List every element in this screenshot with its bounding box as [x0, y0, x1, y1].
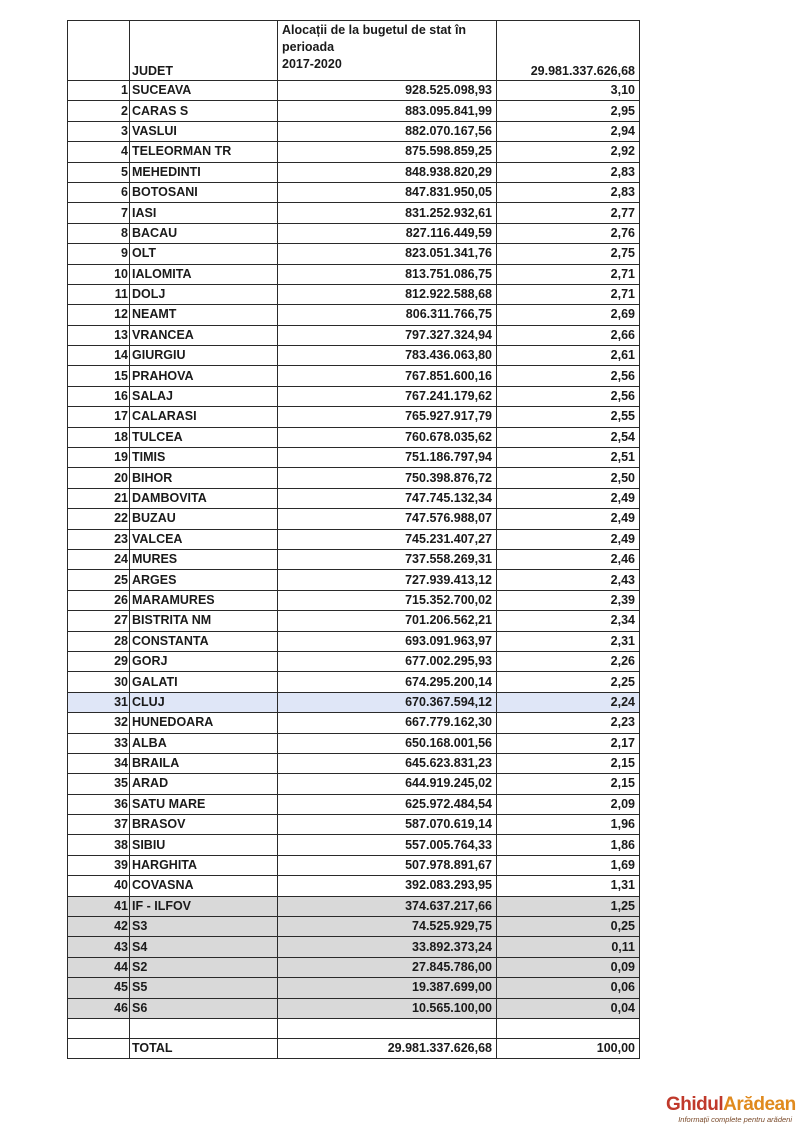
row-county: HARGHITA	[130, 855, 278, 875]
row-percent: 1,96	[497, 815, 640, 835]
header-alloc-line3: 2017-2020	[282, 57, 342, 71]
row-allocation: 875.598.859,25	[278, 142, 497, 162]
row-county: BACAU	[130, 223, 278, 243]
row-index: 18	[68, 427, 130, 447]
row-percent: 2,43	[497, 570, 640, 590]
row-percent: 2,50	[497, 468, 640, 488]
row-county: DOLJ	[130, 284, 278, 304]
table-row	[68, 549, 640, 569]
row-percent: 2,51	[497, 448, 640, 468]
row-index: 41	[68, 896, 130, 916]
row-index: 17	[68, 407, 130, 427]
row-percent: 1,31	[497, 876, 640, 896]
row-index: 26	[68, 590, 130, 610]
row-percent: 2,56	[497, 386, 640, 406]
row-allocation: 737.558.269,31	[278, 549, 497, 569]
row-index: 37	[68, 815, 130, 835]
row-percent: 2,39	[497, 590, 640, 610]
logo-tagline: Informații complete pentru arădeni	[678, 1115, 792, 1124]
row-index: 14	[68, 346, 130, 366]
table-row	[68, 305, 640, 325]
row-allocation: 806.311.766,75	[278, 305, 497, 325]
table-row	[68, 284, 640, 304]
table-row	[68, 366, 640, 386]
row-index: 5	[68, 162, 130, 182]
row-index: 29	[68, 651, 130, 671]
table-row	[68, 264, 640, 284]
table-row	[68, 182, 640, 202]
row-index: 31	[68, 692, 130, 712]
row-allocation: 848.938.820,29	[278, 162, 497, 182]
row-index: 33	[68, 733, 130, 753]
logo-brand	[666, 1094, 796, 1115]
row-allocation: 644.919.245,02	[278, 774, 497, 794]
row-index: 1	[68, 81, 130, 101]
row-county: GORJ	[130, 651, 278, 671]
table-row	[68, 957, 640, 977]
row-county: S4	[130, 937, 278, 957]
row-index: 3	[68, 121, 130, 141]
row-percent: 2,77	[497, 203, 640, 223]
row-allocation: 392.083.293,95	[278, 876, 497, 896]
row-county: BOTOSANI	[130, 182, 278, 202]
row-allocation: 507.978.891,67	[278, 855, 497, 875]
row-allocation: 650.168.001,56	[278, 733, 497, 753]
row-percent: 2,34	[497, 611, 640, 631]
row-county: CONSTANTA	[130, 631, 278, 651]
row-index: 15	[68, 366, 130, 386]
table-row	[68, 672, 640, 692]
table-row	[68, 611, 640, 631]
row-index: 9	[68, 244, 130, 264]
header-index-cell	[68, 21, 130, 81]
row-percent: 2,92	[497, 142, 640, 162]
table-row	[68, 896, 640, 916]
logo-brand-part1: Ghidul	[666, 1094, 724, 1115]
table-row	[68, 794, 640, 814]
row-county: BRAILA	[130, 753, 278, 773]
row-county: ARGES	[130, 570, 278, 590]
row-county: COVASNA	[130, 876, 278, 896]
row-percent: 2,17	[497, 733, 640, 753]
table-row	[68, 570, 640, 590]
row-allocation: 883.095.841,99	[278, 101, 497, 121]
row-county: S5	[130, 978, 278, 998]
row-county: HUNEDOARA	[130, 713, 278, 733]
row-percent: 2,69	[497, 305, 640, 325]
row-county: ALBA	[130, 733, 278, 753]
row-index: 13	[68, 325, 130, 345]
row-percent: 2,54	[497, 427, 640, 447]
ghidul-aradean-logo	[666, 1094, 796, 1124]
row-county: VRANCEA	[130, 325, 278, 345]
row-index: 27	[68, 611, 130, 631]
row-allocation: 674.295.200,14	[278, 672, 497, 692]
row-allocation: 751.186.797,94	[278, 448, 497, 468]
row-percent: 0,06	[497, 978, 640, 998]
row-allocation: 19.387.699,00	[278, 978, 497, 998]
table-row	[68, 937, 640, 957]
row-county: VALCEA	[130, 529, 278, 549]
row-percent: 2,49	[497, 488, 640, 508]
row-allocation: 767.851.600,16	[278, 366, 497, 386]
table-row	[68, 855, 640, 875]
row-allocation: 765.927.917,79	[278, 407, 497, 427]
row-percent: 2,56	[497, 366, 640, 386]
blank-cell	[68, 1018, 130, 1038]
table-row	[68, 733, 640, 753]
row-allocation: 827.116.449,59	[278, 223, 497, 243]
row-index: 20	[68, 468, 130, 488]
row-allocation: 74.525.929,75	[278, 917, 497, 937]
table-row	[68, 121, 640, 141]
row-percent: 2,25	[497, 672, 640, 692]
row-index: 19	[68, 448, 130, 468]
row-percent: 2,83	[497, 162, 640, 182]
row-percent: 2,61	[497, 346, 640, 366]
table-row	[68, 998, 640, 1018]
row-county: BUZAU	[130, 509, 278, 529]
table-row	[68, 448, 640, 468]
row-index: 45	[68, 978, 130, 998]
table-row	[68, 713, 640, 733]
table-row	[68, 386, 640, 406]
total-allocation: 29.981.337.626,68	[278, 1038, 497, 1058]
row-index: 6	[68, 182, 130, 202]
row-percent: 2,46	[497, 549, 640, 569]
row-allocation: 677.002.295,93	[278, 651, 497, 671]
table-row	[68, 223, 640, 243]
table-row	[68, 468, 640, 488]
row-allocation: 823.051.341,76	[278, 244, 497, 264]
row-index: 38	[68, 835, 130, 855]
row-allocation: 797.327.324,94	[278, 325, 497, 345]
row-county: PRAHOVA	[130, 366, 278, 386]
header-alloc-line2: perioada	[282, 40, 335, 54]
row-percent: 3,10	[497, 81, 640, 101]
row-percent: 0,11	[497, 937, 640, 957]
row-county: ARAD	[130, 774, 278, 794]
header-total-amount: 29.981.337.626,68	[497, 21, 640, 81]
row-percent: 2,71	[497, 284, 640, 304]
total-index-cell	[68, 1038, 130, 1058]
row-percent: 0,04	[497, 998, 640, 1018]
row-index: 4	[68, 142, 130, 162]
row-county: NEAMT	[130, 305, 278, 325]
row-county: SUCEAVA	[130, 81, 278, 101]
row-index: 8	[68, 223, 130, 243]
row-percent: 2,71	[497, 264, 640, 284]
table-row	[68, 162, 640, 182]
row-allocation: 667.779.162,30	[278, 713, 497, 733]
row-index: 10	[68, 264, 130, 284]
row-allocation: 928.525.098,93	[278, 81, 497, 101]
logo-brand-part2: Arădean	[723, 1094, 796, 1115]
row-allocation: 33.892.373,24	[278, 937, 497, 957]
row-allocation: 625.972.484,54	[278, 794, 497, 814]
table-row	[68, 978, 640, 998]
table-row	[68, 590, 640, 610]
blank-cell	[130, 1018, 278, 1038]
row-county: BISTRITA NM	[130, 611, 278, 631]
row-allocation: 813.751.086,75	[278, 264, 497, 284]
row-percent: 2,83	[497, 182, 640, 202]
row-index: 2	[68, 101, 130, 121]
row-allocation: 747.745.132,34	[278, 488, 497, 508]
row-county: S6	[130, 998, 278, 1018]
row-allocation: 715.352.700,02	[278, 590, 497, 610]
row-county: BIHOR	[130, 468, 278, 488]
row-county: MEHEDINTI	[130, 162, 278, 182]
row-county: TELEORMAN TR	[130, 142, 278, 162]
total-row	[68, 1038, 640, 1058]
row-percent: 2,24	[497, 692, 640, 712]
row-index: 43	[68, 937, 130, 957]
total-percent: 100,00	[497, 1038, 640, 1058]
row-allocation: 760.678.035,62	[278, 427, 497, 447]
row-allocation: 745.231.407,27	[278, 529, 497, 549]
row-percent: 2,23	[497, 713, 640, 733]
table-row	[68, 774, 640, 794]
row-allocation: 750.398.876,72	[278, 468, 497, 488]
row-county: SALAJ	[130, 386, 278, 406]
row-county: IALOMITA	[130, 264, 278, 284]
total-label: TOTAL	[130, 1038, 278, 1058]
table-row	[68, 876, 640, 896]
row-percent: 2,76	[497, 223, 640, 243]
table-row	[68, 917, 640, 937]
row-percent: 1,25	[497, 896, 640, 916]
row-index: 34	[68, 753, 130, 773]
row-index: 16	[68, 386, 130, 406]
row-allocation: 727.939.413,12	[278, 570, 497, 590]
row-allocation: 847.831.950,05	[278, 182, 497, 202]
row-index: 39	[68, 855, 130, 875]
row-index: 23	[68, 529, 130, 549]
row-county: TULCEA	[130, 427, 278, 447]
row-county: S3	[130, 917, 278, 937]
row-index: 12	[68, 305, 130, 325]
row-percent: 2,75	[497, 244, 640, 264]
row-index: 35	[68, 774, 130, 794]
row-allocation: 587.070.619,14	[278, 815, 497, 835]
table-row	[68, 815, 640, 835]
row-index: 28	[68, 631, 130, 651]
row-percent: 0,25	[497, 917, 640, 937]
row-percent: 2,26	[497, 651, 640, 671]
row-index: 22	[68, 509, 130, 529]
blank-cell	[278, 1018, 497, 1038]
row-allocation: 747.576.988,07	[278, 509, 497, 529]
row-index: 40	[68, 876, 130, 896]
row-allocation: 693.091.963,97	[278, 631, 497, 651]
row-county: CARAS S	[130, 101, 278, 121]
blank-cell	[497, 1018, 640, 1038]
table-row	[68, 631, 640, 651]
row-county: MARAMURES	[130, 590, 278, 610]
row-percent: 2,66	[497, 325, 640, 345]
table-row	[68, 427, 640, 447]
row-county: TIMIS	[130, 448, 278, 468]
row-allocation: 831.252.932,61	[278, 203, 497, 223]
blank-row	[68, 1018, 640, 1038]
table-row	[68, 488, 640, 508]
table-row	[68, 753, 640, 773]
table-row	[68, 101, 640, 121]
row-percent: 2,49	[497, 509, 640, 529]
header-alloc-line1: Alocații de la bugetul de stat în	[282, 23, 467, 37]
row-county: VASLUI	[130, 121, 278, 141]
row-county: CALARASI	[130, 407, 278, 427]
table-row	[68, 509, 640, 529]
table-row	[68, 651, 640, 671]
row-county: GIURGIU	[130, 346, 278, 366]
row-county: CLUJ	[130, 692, 278, 712]
row-allocation: 767.241.179,62	[278, 386, 497, 406]
allocations-table	[67, 20, 640, 1059]
row-percent: 2,55	[497, 407, 640, 427]
row-percent: 2,15	[497, 753, 640, 773]
row-index: 21	[68, 488, 130, 508]
row-index: 44	[68, 957, 130, 977]
row-allocation: 812.922.588,68	[278, 284, 497, 304]
table-row	[68, 529, 640, 549]
row-county: IF - ILFOV	[130, 896, 278, 916]
table-row	[68, 142, 640, 162]
row-county: SIBIU	[130, 835, 278, 855]
row-percent: 2,15	[497, 774, 640, 794]
row-county: OLT	[130, 244, 278, 264]
table-header-row	[68, 21, 640, 81]
row-allocation: 10.565.100,00	[278, 998, 497, 1018]
table-row	[68, 244, 640, 264]
row-percent: 2,49	[497, 529, 640, 549]
row-allocation: 882.070.167,56	[278, 121, 497, 141]
row-index: 11	[68, 284, 130, 304]
header-allocations	[278, 21, 497, 81]
header-judet: JUDET	[130, 21, 278, 81]
row-county: MURES	[130, 549, 278, 569]
row-index: 46	[68, 998, 130, 1018]
row-index: 42	[68, 917, 130, 937]
row-allocation: 27.845.786,00	[278, 957, 497, 977]
row-county: SATU MARE	[130, 794, 278, 814]
row-county: IASI	[130, 203, 278, 223]
row-allocation: 783.436.063,80	[278, 346, 497, 366]
row-percent: 2,09	[497, 794, 640, 814]
table-row	[68, 407, 640, 427]
row-index: 30	[68, 672, 130, 692]
table-row	[68, 692, 640, 712]
row-county: GALATI	[130, 672, 278, 692]
row-index: 32	[68, 713, 130, 733]
row-percent: 2,31	[497, 631, 640, 651]
row-allocation: 701.206.562,21	[278, 611, 497, 631]
row-county: DAMBOVITA	[130, 488, 278, 508]
row-index: 7	[68, 203, 130, 223]
row-allocation: 557.005.764,33	[278, 835, 497, 855]
row-allocation: 374.637.217,66	[278, 896, 497, 916]
row-index: 36	[68, 794, 130, 814]
table-row	[68, 835, 640, 855]
table-row	[68, 325, 640, 345]
table-row	[68, 346, 640, 366]
row-percent: 2,94	[497, 121, 640, 141]
row-percent: 0,09	[497, 957, 640, 977]
row-percent: 1,86	[497, 835, 640, 855]
row-allocation: 670.367.594,12	[278, 692, 497, 712]
row-county: BRASOV	[130, 815, 278, 835]
row-county: S2	[130, 957, 278, 977]
row-percent: 2,95	[497, 101, 640, 121]
row-allocation: 645.623.831,23	[278, 753, 497, 773]
table-row	[68, 203, 640, 223]
row-index: 25	[68, 570, 130, 590]
table-row	[68, 81, 640, 101]
row-percent: 1,69	[497, 855, 640, 875]
row-index: 24	[68, 549, 130, 569]
